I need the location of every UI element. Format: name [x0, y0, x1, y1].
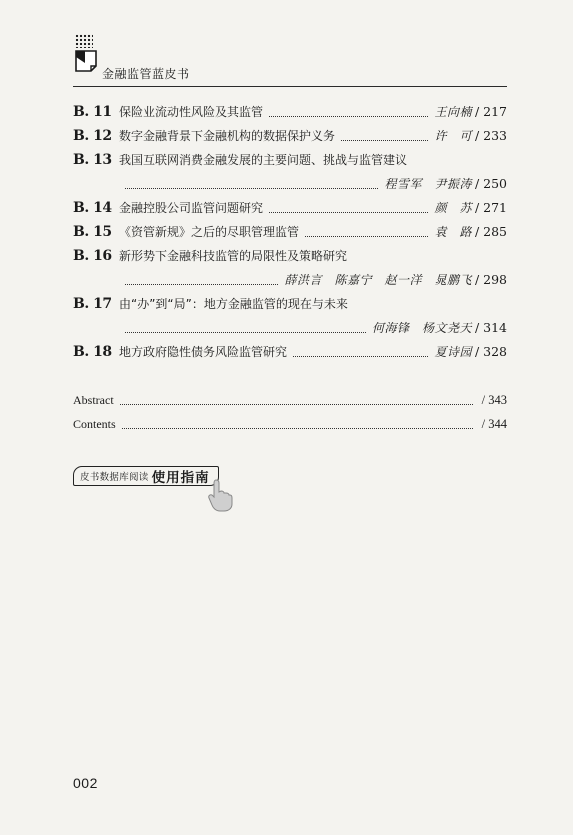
entry-page: / 285	[474, 224, 507, 239]
guide-big-label: 使用指南	[151, 470, 210, 486]
dot-leader	[122, 428, 473, 429]
entry-title: 我国互联网消费金融发展的主要问题、挑战与监管建议	[119, 153, 408, 167]
entry-title: 新形势下金融科技监管的局限性及策略研究	[119, 249, 348, 263]
entry-authors: 颜 苏	[434, 201, 472, 215]
page-number: 002	[73, 775, 98, 791]
toc-entry-b11[interactable]	[73, 103, 507, 121]
entry-label: Abstract	[73, 392, 114, 407]
entry-title: 由“办”到“局”：地方金融监管的现在与未来	[119, 297, 348, 311]
guide-small-label: 皮书数据库阅读	[80, 472, 149, 483]
entry-authors: 夏诗园	[434, 345, 472, 359]
entry-title: 保险业流动性风险及其监管	[119, 105, 264, 119]
entry-authors: 袁 路	[434, 225, 472, 239]
dot-leader	[125, 188, 378, 189]
dot-leader	[125, 284, 278, 285]
entry-code: B. 11	[73, 104, 112, 120]
entry-code: B. 16	[73, 248, 112, 264]
entry-page: / 250	[474, 176, 507, 191]
series-title: 金融监管蓝皮书	[102, 67, 190, 81]
entry-authors: 何海锋 杨文尧天	[371, 321, 472, 335]
dot-leader	[341, 140, 428, 141]
toc-entry-abstract[interactable]	[73, 391, 507, 409]
entry-code: B. 13	[73, 152, 112, 168]
entry-page: / 314	[474, 320, 507, 335]
pointing-hand-icon	[206, 478, 234, 512]
entry-code: B. 12	[73, 128, 112, 144]
entry-title: 地方政府隐性债务风险监管研究	[119, 345, 288, 359]
entry-authors: 许 可	[434, 129, 472, 143]
dot-grid-icon	[75, 34, 93, 48]
entry-code: B. 14	[73, 200, 112, 216]
database-guide-tag[interactable]	[73, 466, 219, 486]
toc-entry-b13[interactable]	[73, 151, 507, 193]
entry-title: 金融控股公司监管问题研究	[119, 201, 264, 215]
toc-entry-b18[interactable]	[73, 343, 507, 361]
toc-entry-b16[interactable]	[73, 247, 507, 289]
entry-code: B. 18	[73, 344, 112, 360]
dot-leader	[125, 332, 366, 333]
dot-leader	[305, 236, 428, 237]
entry-authors: 薛洪言 陈嘉宁 赵一洋 晁鹏飞	[284, 273, 472, 287]
entry-page: / 233	[474, 128, 507, 143]
entry-code: B. 15	[73, 224, 112, 240]
entry-authors: 王向楠	[434, 105, 472, 119]
entry-page: / 344	[481, 416, 507, 431]
toc-entry-contents[interactable]	[73, 415, 507, 433]
entry-page: / 328	[474, 344, 507, 359]
bluebook-logo	[73, 34, 99, 76]
toc-entry-b15[interactable]	[73, 223, 507, 241]
entry-page: / 217	[474, 104, 507, 119]
dot-leader	[269, 116, 428, 117]
entry-label: Contents	[73, 416, 116, 431]
dot-leader	[269, 212, 428, 213]
header-rule	[73, 86, 507, 87]
toc-entry-b12[interactable]	[73, 127, 507, 145]
book-icon	[73, 49, 99, 75]
entry-page: / 298	[474, 272, 507, 287]
dot-leader	[120, 404, 473, 405]
entry-code: B. 17	[73, 296, 112, 312]
entry-page: / 343	[481, 392, 507, 407]
entry-title: 《资管新规》之后的尽职管理监管	[119, 225, 300, 239]
entry-title: 数字金融背景下金融机构的数据保护义务	[119, 129, 336, 143]
dot-leader	[293, 356, 428, 357]
entry-page: / 271	[474, 200, 507, 215]
toc-entry-b14[interactable]	[73, 199, 507, 217]
entry-authors: 程雪军 尹振涛	[384, 177, 472, 191]
toc-entry-b17[interactable]	[73, 295, 507, 337]
